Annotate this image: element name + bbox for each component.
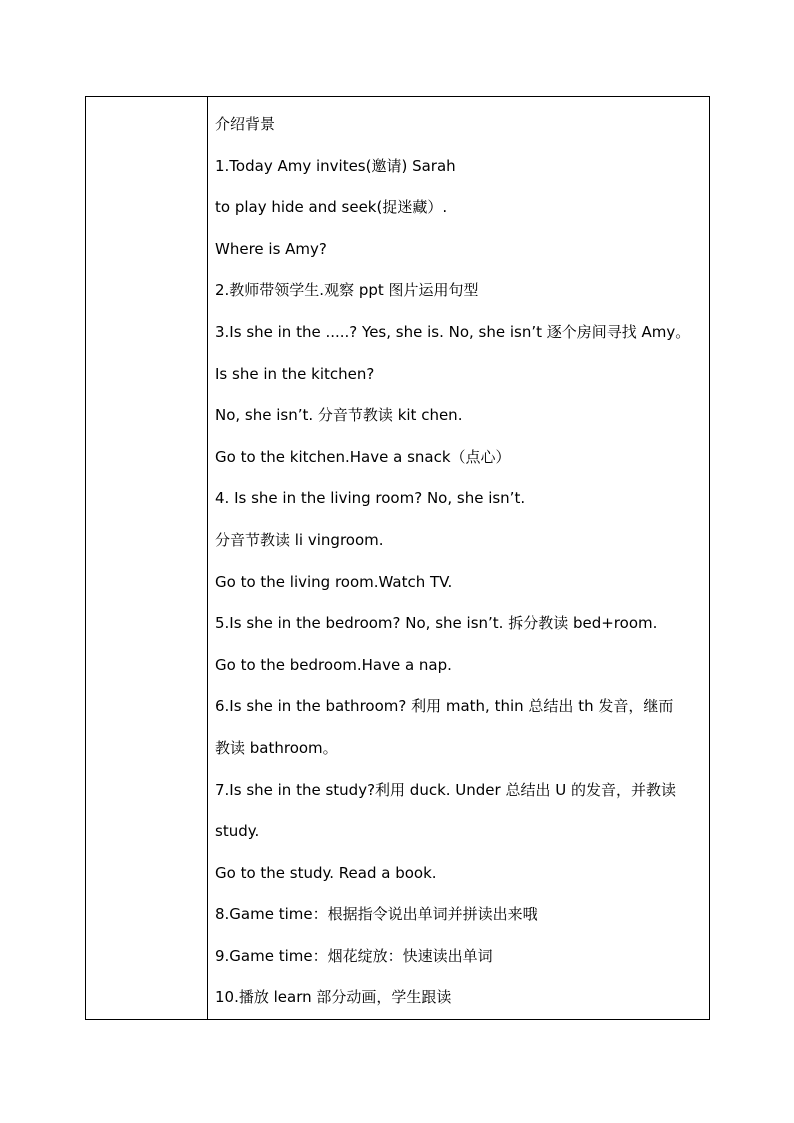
line-step-7: 7.Is she in the study?利用 duck. Under 总结出 U 的发音，并教读 (215, 780, 676, 799)
line-bedroom-action: Go to the bedroom.Have a nap. (215, 655, 452, 674)
line-step-1: 1.Today Amy invites(邀请) Sarah (215, 156, 456, 175)
line-step-1-cont: to play hide and seek(捉迷藏）. (215, 198, 448, 217)
line-study-action: Go to the study. Read a book. (215, 863, 437, 882)
line-living-room-syllables: 分音节教读 li vingroom. (215, 530, 384, 549)
line-kitchen-question: Is she in the kitchen? (215, 364, 375, 383)
line-kitchen-answer: No, she isn’t. 分音节教读 kit chen. (215, 406, 463, 425)
line-step-6-cont: 教读 bathroom。 (215, 738, 338, 757)
line-step-9: 9.Game time：烟花绽放：快速读出单词 (215, 946, 493, 965)
table-row (86, 97, 710, 1020)
line-living-room-action: Go to the living room.Watch TV. (215, 572, 453, 591)
line-step-10: 10.播放 learn 部分动画，学生跟读 (215, 988, 452, 1007)
line-kitchen-action: Go to the kitchen.Have a snack（点心） (215, 447, 511, 466)
line-step-2: 2.教师带领学生.观察 ppt 图片运用句型 (215, 281, 479, 300)
line-step-4: 4. Is she in the living room? No, she isn’t. (215, 489, 526, 508)
line-step-5: 5.Is she in the bedroom? No, she isn’t. 拆分教读 bed+room. (215, 614, 658, 633)
line-intro-background: 介绍背景 (215, 115, 276, 133)
line-step-7-cont: study. (215, 822, 260, 841)
line-step-8: 8.Game time：根据指令说出单词并拼读出来哦 (215, 905, 538, 924)
empty-left-cell (86, 97, 208, 1020)
procedure-cell (208, 97, 710, 1020)
lesson-plan-table (85, 96, 710, 1020)
line-step-3: 3.Is she in the .....? Yes, she is. No, she isn’t 逐个房间寻找 Amy。 (215, 322, 691, 341)
line-where-is-amy: Where is Amy? (215, 239, 327, 258)
procedure-content (208, 97, 709, 1019)
line-step-6: 6.Is she in the bathroom? 利用 math, thin 总结出 th 发音，继而 (215, 697, 674, 716)
